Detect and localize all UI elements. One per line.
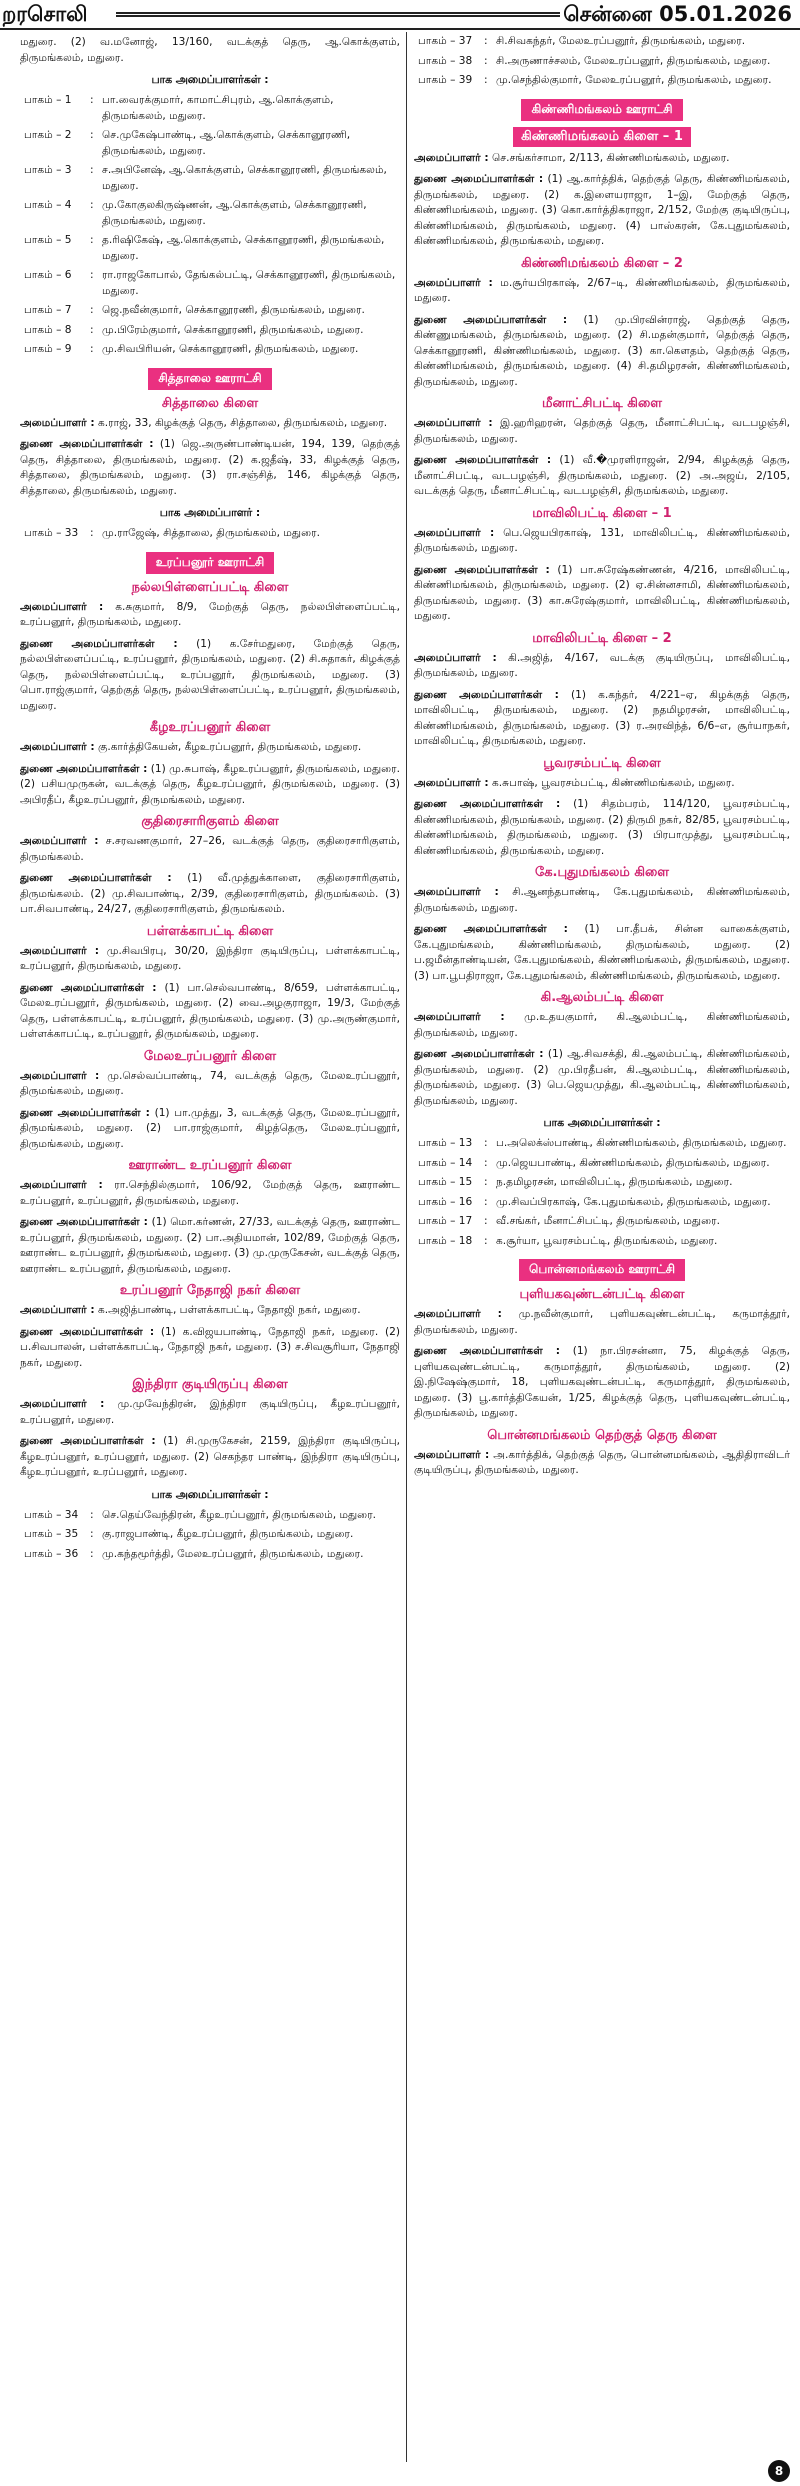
booth-number: பாகம் – 9 bbox=[24, 343, 72, 355]
member-details: (1) பா.சுரேஷ்கண்ணன், 4/216, மாவிலிபட்டி, கிண்ணிமங்கலம், திருமங்கலம், மதுரை. (2) ஏ.சின்னசாமி, கிண்ணிமங்கலம், திருமங்கலம், மதுரை. (3) கா.சுரேஷ்குமார், மாவிலிபட்டி, கிண்ணிமங்கலம், மதுரை. bbox=[414, 563, 790, 622]
member-entry bbox=[414, 651, 790, 682]
member-entry bbox=[20, 944, 400, 975]
member-details: ச.சரவணகுமார், 27–26, வடக்குத் தெரு, குதிரைசாரிகுளம், திருமங்கலம். bbox=[20, 835, 400, 863]
booth-colon: : bbox=[90, 343, 94, 355]
branch-heading: மாவிலிபட்டி கிளை – 1 bbox=[532, 505, 672, 521]
member-details: கி.அஜித், 4/167, வடக்கு குடியிருப்பு, மாவிலிபட்டி, திருமங்கலம், மதுரை. bbox=[414, 651, 790, 679]
member-entry bbox=[414, 172, 790, 250]
booth-colon: : bbox=[484, 1156, 488, 1169]
member-details: (1) க.விஜயபாண்டி, நேதாஜி நகர், மதுரை. (2) ப.சிவபாலன், பள்ளக்காபட்டி, நேதாஜி நகர், மதுரை. (3) ச.சிவசூரியா, நேதாஜி நகர், மதுரை. bbox=[20, 1325, 400, 1369]
booth-number: பாகம் – 6 bbox=[24, 269, 72, 281]
branch-heading: கி.ஆலம்பட்டி கிளை bbox=[540, 990, 664, 1005]
panchayat-heading bbox=[414, 1258, 790, 1281]
member-details: அ.கார்த்திக், தெற்குத் தெரு, பொன்னமங்கலம், ஆதிதிராவிடர் குடியிருப்பு, திருமங்கலம், மதுரை. bbox=[414, 1448, 790, 1476]
booth-colon: : bbox=[90, 94, 94, 106]
booth-colon: : bbox=[90, 527, 94, 539]
branch-heading: பள்ளக்காபட்டி கிளை bbox=[146, 923, 274, 939]
booth-number: பாகம் – 15 bbox=[418, 1176, 473, 1188]
member-entry bbox=[20, 600, 400, 631]
member-details: ம.சூர்யபிரகாஷ், 2/67–டி, கிண்ணிமங்கலம், திருமங்கலம், மதுரை. bbox=[414, 276, 790, 304]
role-label: அமைப்பாளர் : bbox=[20, 1398, 105, 1410]
role-label: அமைப்பாளர் : bbox=[20, 741, 95, 753]
member-entry bbox=[414, 885, 790, 916]
booth-organiser: மு.சிவபிரியன், செக்கானூரணி, திருமங்கலம், மதுரை. bbox=[102, 343, 359, 355]
branch-heading: மீனாட்சிபட்டி கிளை bbox=[541, 396, 662, 411]
booth-organiser: ப.அலெக்ஸ்பாண்டி, கிண்ணிமங்கலம், திருமங்கலம், மதுரை. bbox=[496, 1137, 787, 1149]
member-entry bbox=[20, 437, 400, 499]
booth-number: பாகம் – 13 bbox=[418, 1137, 473, 1149]
role-label: துணை அமைப்பாளர்கள் : bbox=[20, 872, 172, 884]
branch-heading: உரப்பனூர் நேதாஜி நகர் கிளை bbox=[119, 1283, 301, 1298]
member-entry bbox=[20, 740, 400, 756]
branch-heading: சித்தாலை கிளை bbox=[161, 395, 259, 411]
member-entry bbox=[414, 1307, 790, 1338]
booth-number: பாகம் – 33 bbox=[24, 527, 79, 539]
branch-heading: நல்லபிள்ளைப்பட்டி கிளை bbox=[131, 579, 289, 595]
branch-heading: இந்திரா குடியிருப்பு கிளை bbox=[132, 1377, 288, 1392]
member-entry bbox=[20, 1325, 400, 1372]
booth-number: பாகம் – 37 bbox=[418, 35, 473, 47]
role-label: அமைப்பாளர் : bbox=[414, 1308, 502, 1320]
member-entry bbox=[414, 276, 790, 307]
role-label: அமைப்பாளர் : bbox=[20, 416, 95, 429]
role-label: துணை அமைப்பாளர்கள் : bbox=[414, 923, 568, 935]
booth-organiser: ச.அபினேஷ், ஆ.கொக்குளம், செக்கானூரணி, திருமங்கலம், மதுரை. bbox=[102, 164, 387, 192]
booth-colon: : bbox=[484, 35, 488, 47]
panchayat-title: பொன்னமங்கலம் ஊராட்சி bbox=[519, 1259, 685, 1281]
member-details: (1) மு.பிரவின்ராஜ், தெற்குத் தெரு, கிண்ணுமங்கலம், திருமங்கலம், மதுரை. (2) சி.மதன்குமார், தெற்குத் தெரு, செக்கானூரணி, கிண்ணிமங்கலம், மதுரை. (3) கா.கௌதம், தெற்குத் தெரு, கிண்ணிமங்கலம், திருமங்கலம், மதுரை. (4) சி.தமிழரசன், கிண்ணிமங்கலம், திருமங்கலம், மதுரை. bbox=[414, 313, 790, 388]
branch-heading: கீழஉரப்பனூர் கிளை bbox=[149, 720, 271, 735]
member-entry bbox=[414, 313, 790, 391]
masthead-rule bbox=[116, 12, 560, 17]
booth-row bbox=[20, 268, 400, 299]
member-entry bbox=[20, 981, 400, 1043]
branch-heading: கே.புதுமங்கலம் கிளை bbox=[534, 865, 670, 880]
role-label: துணை அமைப்பாளர்கள் : bbox=[20, 1435, 156, 1447]
booth-organiser: மு.சிவப்பிரகாஷ், கே.புதுமங்கலம், திருமங்கலம், மதுரை. bbox=[496, 1195, 771, 1208]
member-entry bbox=[414, 1047, 790, 1109]
branch-heading bbox=[414, 127, 790, 147]
member-details: (1) பா.தீபக், சின்ன வாகைக்குளம், கே.புதுமங்கலம், கிண்ணிமங்கலம், திருமங்கலம், மதுரை. (2) ப.ஜமீன்தாண்டியன், கே.புதுமங்கலம், கிண்ணிமங்கலம், திருமங்கலம், மதுரை. (3) பா.பூபதிராஜா, கே.புதுமங்கலம், கிண்ணிமங்கலம், திருமங்கலம், மதுரை. bbox=[414, 923, 790, 982]
member-entry bbox=[414, 922, 790, 984]
booth-organiser: சி.சிவகந்தர், மேலஉரப்பனூர், திருமங்கலம், மதுரை. bbox=[496, 35, 746, 47]
booth-colon: : bbox=[90, 1528, 94, 1540]
booth-number: பாகம் – 38 bbox=[418, 54, 473, 67]
member-details: க.அஜித்பாண்டி, பள்ளக்காபட்டி, நேதாஜி நகர், மதுரை. bbox=[98, 1304, 361, 1316]
member-details: க.சுகுமார், 8/9, மேற்குத் தெரு, நல்லபிள்ளைப்பட்டி, உரப்பனூர், திருமங்கலம், மதுரை. bbox=[20, 600, 400, 628]
member-details: (1) ஆ.சிவசக்தி, கி.ஆலம்பட்டி, கிண்ணிமங்கலம், திருமங்கலம், மதுரை. (2) மு.பிரதீபன், கி.ஆலம்பட்டி, கிண்ணிமங்கலம், திருமங்கலம், மதுரை. (3) பெ.ஜெயமுத்து, கி.ஆலம்பட்டி, கிண்ணிமங்கலம், திருமங்கலம், மதுரை. bbox=[414, 1048, 790, 1107]
branch-heading: கிண்ணிமங்கலம் கிளை – 2 bbox=[521, 255, 683, 271]
member-details: க.சுபாஷ், பூவரசம்பட்டி, கிண்ணிமங்கலம், மதுரை. bbox=[492, 776, 735, 789]
member-details: கு.கார்த்திகேயன், கீழஉரப்பனூர், திருமங்கலம், மதுரை. bbox=[98, 741, 362, 753]
member-entry bbox=[414, 688, 790, 750]
booth-number: பாகம் – 7 bbox=[24, 304, 72, 316]
role-label: துணை அமைப்பாளர்கள் : bbox=[20, 1106, 150, 1119]
booth-organiser: கு.ராஜபாண்டி, கீழஉரப்பனூர், திருமங்கலம், மதுரை. bbox=[102, 1528, 354, 1540]
section-subheading: பாக அமைப்பாளர்கள் : bbox=[151, 1487, 269, 1501]
member-details: (1) சி.முருகேசன், 2159, இந்திரா குடியிருப்பு, கீழஉரப்பனூர், உரப்பனூர், மதுரை. (2) செகந்தர பாண்டி, இந்திரா குடியிருப்பு, கீழஉரப்பனூர், உரப்பனூர், மதுரை. bbox=[20, 1435, 400, 1478]
booth-colon: : bbox=[484, 54, 488, 67]
branch-heading: ஊராண்ட உரப்பனூர் கிளை bbox=[128, 1158, 292, 1173]
role-label: அமைப்பாளர் : bbox=[414, 886, 499, 898]
member-details: மு.சிவபிரபு, 30/20, இந்திரா குடியிருப்பு, பள்ளக்காபட்டி, உரப்பனூர், திருமங்கலம், மதுரை. bbox=[20, 944, 400, 972]
booth-number: பாகம் – 35 bbox=[24, 1528, 79, 1540]
booth-row bbox=[414, 1156, 790, 1172]
booth-number: பாகம் – 8 bbox=[24, 323, 72, 336]
booth-colon: : bbox=[90, 199, 94, 211]
panchayat-heading bbox=[414, 98, 790, 121]
booth-colon: : bbox=[484, 1137, 488, 1149]
role-label: அமைப்பாளர் : bbox=[20, 1304, 95, 1316]
booth-organiser: சி.அருணாச்சலம், மேலஉரப்பனூர், திருமங்கலம், மதுரை. bbox=[496, 54, 771, 67]
booth-row bbox=[20, 303, 400, 319]
role-label: அமைப்பாளர் : bbox=[20, 1179, 103, 1191]
member-details: செ.சங்கர்சாமா, 2/113, கிண்ணிமங்கலம், மதுரை. bbox=[492, 151, 730, 164]
role-label: அமைப்பாளர் : bbox=[414, 276, 493, 289]
booth-number: பாகம் – 3 bbox=[24, 164, 72, 176]
role-label: துணை அமைப்பாளர்கள் : bbox=[414, 798, 561, 810]
member-details: க.ராஜ், 33, கிழக்குத் தெரு, சித்தாலை, திருமங்கலம், மதுரை. bbox=[98, 416, 388, 429]
member-details: (1) பா.செல்வபாண்டி, 8/659, பள்ளக்காபட்டி, மேலஉரப்பனூர், திருமங்கலம், மதுரை. (2) வை.அழகுராஜா, 19/3, மேற்குத் தெரு, பள்ளக்காபட்டி, உரப்பனூர், திருமங்கலம், மதுரை. (3) மு.அருண்குமார், பள்ளக்காபட்டி, உரப்பனூர், திருமங்கலம், மதுரை. bbox=[20, 981, 400, 1040]
role-label: துணை அமைப்பாளர்கள் : bbox=[20, 637, 178, 650]
role-label: அமைப்பாளர் : bbox=[414, 526, 495, 539]
member-entry bbox=[414, 416, 790, 447]
member-entry bbox=[20, 1106, 400, 1153]
booth-colon: : bbox=[90, 1508, 94, 1521]
booth-row bbox=[414, 1136, 790, 1152]
booth-number: பாகம் – 36 bbox=[24, 1547, 79, 1560]
booth-number: பாகம் – 18 bbox=[418, 1234, 473, 1247]
booth-row bbox=[414, 34, 790, 50]
member-entry bbox=[20, 1215, 400, 1277]
booth-colon: : bbox=[484, 1215, 488, 1227]
booth-colon: : bbox=[90, 234, 94, 246]
booth-row bbox=[414, 1175, 790, 1191]
branch-heading: மாவிலிபட்டி கிளை – 2 bbox=[532, 630, 672, 646]
booth-row bbox=[20, 233, 400, 264]
booth-organiser: மு.ராஜேஷ், சித்தாலை, திருமங்கலம், மதுரை. bbox=[102, 527, 320, 539]
booth-organiser: மு.செந்தில்குமார், மேலஉரப்பனூர், திருமங்கலம், மதுரை. bbox=[496, 74, 772, 86]
role-label: அமைப்பாளர் : bbox=[414, 151, 489, 164]
role-label: அமைப்பாளர் : bbox=[20, 1069, 100, 1082]
panchayat-heading bbox=[20, 367, 400, 390]
column-divider bbox=[406, 32, 407, 2462]
right-column bbox=[414, 32, 790, 2462]
branch-heading: பூவரசம்பட்டி கிளை bbox=[543, 755, 661, 771]
booth-organiser: மு.கந்தமூர்த்தி, மேலஉரப்பனூர், திருமங்கலம், மதுரை. bbox=[102, 1547, 364, 1560]
member-details: (1) மொ.கர்ணன், 27/33, வடக்குத் தெரு, ஊராண்ட உரப்பனூர், திருமங்கலம், மதுரை. (2) பா.அதியமான், 102/89, மேற்குத் தெரு, ஊராண்ட உரப்பனூர், திருமங்கலம், மதுரை. (3) மு.முருகேசன், வடக்குத் தெரு, ஊராண்ட உரப்பனூர், திருமங்கலம், மதுரை. bbox=[20, 1216, 400, 1275]
booth-colon: : bbox=[90, 323, 94, 336]
section-subheading: பாக அமைப்பாளர்கள் : bbox=[151, 73, 269, 86]
member-details: ரா.செந்தில்குமார், 106/92, மேற்குத் தெரு, ஊராண்ட உரப்பனூர், உரப்பனூர், திருமங்கலம், மதுரை. bbox=[20, 1179, 400, 1207]
role-label: துணை அமைப்பாளர்கள் : bbox=[414, 563, 550, 576]
role-label: துணை அமைப்பாளர்கள் : bbox=[20, 981, 157, 994]
booth-number: பாகம் – 17 bbox=[418, 1215, 473, 1227]
booth-row bbox=[414, 73, 790, 89]
branch-title-boxed: கிண்ணிமங்கலம் கிளை – 1 bbox=[513, 127, 691, 147]
role-label: அமைப்பாளர் : bbox=[414, 1448, 490, 1461]
booth-number: பாகம் – 39 bbox=[418, 74, 473, 86]
booth-organiser: ரா.ராஜகோபால், தேங்கல்பட்டி, செக்கானூரணி, திருமங்கலம், மதுரை. bbox=[102, 269, 396, 297]
left-column bbox=[20, 32, 400, 2462]
member-details: (1) ஜெ.அருண்பாண்டியன், 194, 139, தெற்குத் தெரு, சித்தாலை, திருமங்கலம், மதுரை. (2) க.ஜதீஷ், 33, கிழக்குத் தெரு, சித்தாலை, திருமங்கலம், மதுரை. (3) ரா.சஞ்சித், 146, கிழக்குத் தெரு, சித்தாலை, திருமங்கலம், மதுரை. bbox=[20, 438, 400, 497]
branch-heading: பொன்னமங்கலம் தெற்குத் தெரு கிளை bbox=[487, 1427, 717, 1443]
role-label: அமைப்பாளர் : bbox=[20, 835, 99, 847]
booth-row bbox=[20, 1547, 400, 1563]
branch-heading: குதிரைசாரிகுளம் கிளை bbox=[141, 814, 279, 829]
member-entry bbox=[20, 1303, 400, 1319]
member-entry bbox=[20, 416, 400, 432]
member-entry bbox=[414, 1344, 790, 1422]
member-details: (1) பா.முத்து, 3, வடக்குத் தெரு, மேலஉரப்பனூர், திருமங்கலம், மதுரை. (2) பா.ராஜ்குமார், கிழத்தெரு, மேலஉரப்பனூர், திருமங்கலம், மதுரை. bbox=[20, 1106, 400, 1150]
booth-colon: : bbox=[90, 129, 94, 141]
booth-row bbox=[20, 1527, 400, 1543]
member-details: பெ.ஜெயபிரகாஷ், 131, மாவிலிபட்டி, கிண்ணிமங்கலம், திருமங்கலம், மதுரை. bbox=[414, 526, 790, 554]
booth-number: பாகம் – 16 bbox=[418, 1195, 473, 1208]
newspaper-name: றரசொலி bbox=[2, 2, 88, 26]
booth-organiser: செ.முகேஷ்பாண்டி, ஆ.கொக்குளம், செக்கானூரணி, திருமங்கலம், மதுரை. bbox=[102, 129, 351, 157]
booth-row bbox=[20, 163, 400, 194]
booth-row bbox=[20, 526, 400, 542]
member-details: மதுரை. (2) வ.மனோஜ், 13/160, வடக்குத் தெரு, ஆ.கொக்குளம், திருமங்கலம், மதுரை. bbox=[20, 36, 400, 64]
member-details: இ.ஹரிஹரன், தெற்குத் தெரு, மீனாட்சிபட்டி, வடபழஞ்சி, திருமங்கலம், மதுரை. bbox=[414, 417, 790, 445]
booth-number: பாகம் – 5 bbox=[24, 234, 72, 246]
booth-row bbox=[414, 1195, 790, 1211]
booth-row bbox=[414, 1234, 790, 1250]
panchayat-title: கிண்ணிமங்கலம் ஊராட்சி bbox=[521, 99, 682, 121]
role-label: அமைப்பாளர் : bbox=[414, 417, 493, 429]
member-details: மு.முவேந்திரன், இந்திரா குடியிருப்பு, கீழஉரப்பனூர், உரப்பனூர், மதுரை. bbox=[20, 1398, 400, 1426]
role-label: துணை அமைப்பாளர்கள் : bbox=[20, 1216, 148, 1228]
role-label: அமைப்பாளர் : bbox=[414, 1011, 505, 1023]
member-details: மு.நவீன்குமார், புளியகவுண்டன்பட்டி, கருமாத்தூர், திருமங்கலம், மதுரை. bbox=[414, 1308, 790, 1336]
booth-organiser: ஜெ.நவீன்குமார், செக்கானூரணி, திருமங்கலம், மதுரை. bbox=[102, 304, 365, 316]
member-entry bbox=[20, 1397, 400, 1428]
role-label: அமைப்பாளர் : bbox=[20, 600, 104, 613]
role-label: அமைப்பாளர் : bbox=[414, 651, 497, 664]
booth-row bbox=[414, 54, 790, 70]
member-entry bbox=[414, 1010, 790, 1041]
role-label: துணை அமைப்பாளர்கள் : bbox=[414, 1048, 544, 1060]
member-details: (1) நா.பிரசன்னா, 75, கிழக்குத் தெரு, புளியகவுண்டன்பட்டி, கருமாத்தூர், திருமங்கலம், மதுரை. (2) இ.நிஷேஷ்குமார், 18, புளியகவுண்டன்பட்டி, கருமாத்தூர், திருமங்கலம், மதுரை. (3) பூ.கார்த்திகேயன், 1/25, கிழக்குத் தெரு, புளியகவுண்டன்பட்டி, திருமங்கலம், மதுரை. bbox=[414, 1345, 790, 1419]
booth-row bbox=[20, 342, 400, 358]
member-entry bbox=[20, 35, 400, 66]
booth-organiser: பா.வைரக்குமார், காமாட்சிபுரம், ஆ.கொக்குளம், திருமங்கலம், மதுரை. bbox=[102, 94, 334, 122]
booth-row bbox=[414, 1214, 790, 1230]
member-entry bbox=[20, 1434, 400, 1481]
booth-organiser: ந.தமிழரசன், மாவிலிபட்டி, திருமங்கலம், மதுரை. bbox=[496, 1176, 733, 1188]
member-details: (1) வீ.முத்துக்காளை, குதிரைசாரிகுளம், திருமங்கலம். (2) மு.சிவபாண்டி, 2/39, குதிரைசாரிகுளம், திருமங்கலம். (3) பா.சிவபாண்டி, 24/27, குதிரைசாரிகுளம், திருமங்கலம். bbox=[20, 872, 400, 915]
edition-date: சென்னை 05.01.2026 bbox=[563, 2, 792, 26]
booth-colon: : bbox=[484, 1195, 488, 1208]
section-subheading: பாக அமைப்பாளர்கள் : bbox=[543, 1116, 661, 1129]
booth-colon: : bbox=[484, 1234, 488, 1247]
member-details: (1) க.கந்தர், 4/221–ஏ, கிழக்குத் தெரு, மாவிலிபட்டி, திருமங்கலம், மதுரை. (2) நதமிழரசன், மாவிலிபட்டி, கிண்ணிமங்கலம், திருமங்கலம், மதுரை. (3) ர.அரவிந்த், 6/6–எ, சூர்யாநகர், மாவிலிபட்டி, திருமங்கலம், மதுரை. bbox=[414, 688, 790, 747]
member-entry bbox=[414, 151, 790, 167]
masthead bbox=[0, 0, 800, 30]
member-entry bbox=[20, 637, 400, 715]
booth-organiser: மு.கோகுலகிருஷ்ணன், ஆ.கொக்குளம், செக்கானூரணி, திருமங்கலம், மதுரை. bbox=[102, 199, 367, 227]
booth-organiser: வீ.சங்கர், மீனாட்சிபட்டி, திருமங்கலம், மதுரை. bbox=[496, 1215, 720, 1227]
booth-colon: : bbox=[90, 304, 94, 316]
panchayat-heading bbox=[20, 551, 400, 574]
booth-colon: : bbox=[90, 1547, 94, 1560]
member-entry bbox=[414, 563, 790, 625]
booth-organiser: மு.பிரேம்குமார், செக்கானூரணி, திருமங்கலம், மதுரை. bbox=[102, 323, 364, 336]
member-details: மு.செல்வப்பாண்டி, 74, வடக்குத் தெரு, மேலஉரப்பனூர், திருமங்கலம், மதுரை. bbox=[20, 1069, 400, 1097]
booth-number: பாகம் – 34 bbox=[24, 1508, 79, 1521]
branch-heading: மேலஉரப்பனூர் கிளை bbox=[143, 1048, 277, 1064]
role-label: துணை அமைப்பாளர்கள் : bbox=[20, 1325, 155, 1338]
booth-row bbox=[20, 323, 400, 339]
booth-colon: : bbox=[90, 164, 94, 176]
member-entry bbox=[414, 776, 790, 792]
role-label: துணை அமைப்பாளர்கள் : bbox=[20, 762, 148, 775]
booth-row bbox=[20, 1508, 400, 1524]
booth-number: பாகம் – 2 bbox=[24, 129, 72, 141]
booth-organiser: செ.தெய்வேந்திரன், கீழஉரப்பனூர், திருமங்கலம், மதுரை. bbox=[102, 1508, 377, 1521]
booth-row bbox=[20, 198, 400, 229]
booth-organiser: மு.ஜெயபாண்டி, கிண்ணிமங்கலம், திருமங்கலம், மதுரை. bbox=[496, 1156, 770, 1169]
member-details: சி.ஆனந்தபாண்டி, கே.புதுமங்கலம், கிண்ணிமங்கலம், திருமங்கலம், மதுரை. bbox=[414, 886, 790, 914]
booth-row bbox=[20, 128, 400, 159]
booth-number: பாகம் – 4 bbox=[24, 199, 72, 211]
role-label: துணை அமைப்பாளர்கள் : bbox=[414, 173, 544, 185]
section-subheading: பாக அமைப்பாளர் : bbox=[159, 506, 261, 519]
member-entry bbox=[20, 762, 400, 809]
booth-colon: : bbox=[484, 1176, 488, 1188]
booth-number: பாகம் – 1 bbox=[24, 94, 72, 106]
member-entry bbox=[414, 453, 790, 500]
member-details: (1) சிதம்பரம், 114/120, பூவரசம்பட்டி, கிண்ணிமங்கலம், திருமங்கலம், மதுரை. (2) திருமி நகர், 82/85, பூவரசம்பட்டி, கிண்ணிமங்கலம், திருமங்கலம், மதுரை. (3) பிரபாமுத்து, பூவரசம்பட்டி, கிண்ணிமங்கலம், திருமங்கலம், மதுரை. bbox=[414, 798, 790, 857]
role-label: துணை அமைப்பாளர்கள் : bbox=[414, 454, 552, 466]
member-details: (1) க.சேர்மதுரை, மேற்குத் தெரு, நல்லபிள்ளைப்பட்டி, உரப்பனூர், திருமங்கலம், மதுரை. (2) சி.சுதாகர், கிழக்குத் தெரு, நல்லபிள்ளைப்பட்டி, உரப்பனூர், திருமங்கலம், மதுரை. (3) பொ.ராஜ்குமார், தெற்குத் தெரு, நல்லபிள்ளைப்பட்டி, உரப்பனூர், திருமங்கலம், மதுரை. bbox=[20, 637, 400, 712]
member-details: (1) மு.சுபாஷ், கீழஉரப்பனூர், திருமங்கலம், மதுரை. (2) பசியமுருகன், வடக்குத் தெரு, கீழஉரப்பனூர், திருமங்கலம், மதுரை. (3) அபிரதீப், கீழஉரப்பனூர், திருமங்கலம், மதுரை. bbox=[20, 762, 400, 806]
role-label: துணை அமைப்பாளர்கள் : bbox=[414, 1345, 560, 1357]
page-number-badge: 8 bbox=[768, 2460, 790, 2482]
member-details: (1) வீ.�முரளிராஜன், 2/94, கிழக்குத் தெரு, மீனாட்சிபட்டி, வடபழஞ்சி, திருமங்கலம், மதுரை. (2) அ.அஜய், 2/105, வடக்குத் தெரு, மீனாட்சிபட்டி, வடபழஞ்சி, திருமங்கலம், மதுரை. bbox=[414, 454, 790, 497]
member-details: (1) ஆ.கார்த்திக், தெற்குத் தெரு, கிண்ணிமங்கலம், திருமங்கலம், மதுரை. (2) க.இளையராஜா, 1–இ, மேற்குத் தெரு, கிண்ணிமங்கலம், மதுரை. (3) கொ.கார்த்திகராஜா, 2/152, மேற்கு குடியிருப்பு, கிண்ணிமங்கலம், திருமங்கலம், மதுரை. (4) பாஸ்கரன், கே.புதுமங்கலம், கிண்ணிமங்கலம், திருமங்கலம், மதுரை. bbox=[414, 173, 790, 247]
member-entry bbox=[20, 871, 400, 918]
role-label: துணை அமைப்பாளர்கள் : bbox=[414, 688, 559, 701]
branch-heading: புளியகவுண்டன்பட்டி கிளை bbox=[519, 1287, 685, 1302]
member-details: மு.உதயகுமார், கி.ஆலம்பட்டி, கிண்ணிமங்கலம், திருமங்கலம், மதுரை. bbox=[414, 1011, 790, 1039]
member-entry bbox=[20, 834, 400, 865]
booth-colon: : bbox=[90, 269, 94, 281]
booth-organiser: க.சூர்யா, பூவரசம்பட்டி, திருமங்கலம், மதுரை. bbox=[496, 1234, 718, 1247]
role-label: துணை அமைப்பாளர்கள் : bbox=[414, 313, 568, 326]
member-entry bbox=[414, 797, 790, 859]
booth-number: பாகம் – 14 bbox=[418, 1156, 473, 1169]
member-entry bbox=[414, 526, 790, 557]
booth-row bbox=[20, 93, 400, 124]
member-entry bbox=[20, 1069, 400, 1100]
panchayat-title: சித்தாலை ஊராட்சி bbox=[148, 368, 271, 390]
member-entry bbox=[414, 1448, 790, 1479]
role-label: துணை அமைப்பாளர்கள் : bbox=[20, 438, 154, 450]
booth-organiser: த.ரிஷிகேஷ், ஆ.கொக்குளம், செக்கானூரணி, திருமங்கலம், மதுரை. bbox=[102, 234, 385, 262]
member-entry bbox=[20, 1178, 400, 1209]
panchayat-title: உரப்பனூர் ஊராட்சி bbox=[146, 552, 274, 574]
role-label: அமைப்பாளர் : bbox=[20, 944, 99, 957]
booth-colon: : bbox=[484, 74, 488, 86]
role-label: அமைப்பாளர் : bbox=[414, 776, 489, 789]
